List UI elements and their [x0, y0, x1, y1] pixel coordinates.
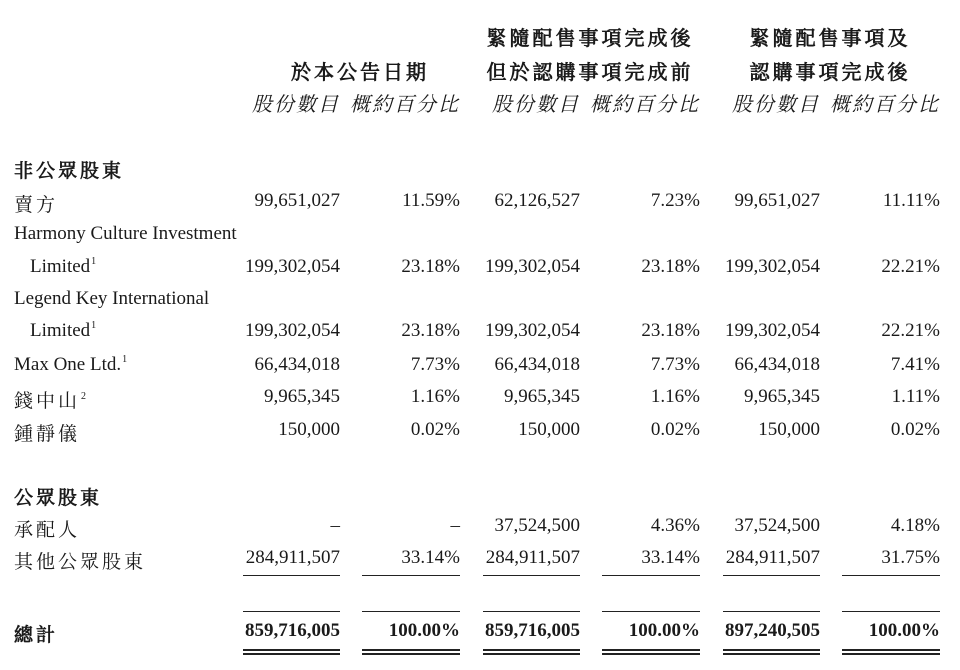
cell-r6-c2: – — [450, 515, 460, 536]
cell-r2-c6: 22.21% — [881, 320, 940, 341]
header-pct-col1: 概約百分比 — [350, 94, 460, 116]
cell-r4-c5: 9,965,345 — [744, 386, 820, 407]
cell-r0-c4: 7.23% — [650, 190, 700, 211]
rule-total-double-c4 — [602, 649, 700, 655]
cell-r4-c2: 1.16% — [410, 386, 460, 407]
row-label-maxone-text: Max One Ltd. — [14, 354, 122, 375]
section-non-public-heading: 非公眾股東 — [14, 161, 125, 182]
header-group1-line1: 於本公告日期 — [291, 62, 429, 84]
cell-r6-c3: 37,524,500 — [494, 515, 580, 536]
row-label-placees: 承配人 — [14, 520, 81, 541]
cell-r3-c1: 66,434,018 — [254, 354, 340, 375]
row-label-qian-text: 錢中山 — [14, 391, 81, 412]
cell-r7-c4: 33.14% — [641, 547, 700, 568]
row-label-maxone — [14, 354, 127, 376]
header-pct-col2: 概約百分比 — [590, 94, 700, 116]
cell-r1-c5: 199,302,054 — [725, 256, 820, 277]
rule-total-top-c6 — [842, 611, 940, 612]
cell-r2-c4: 23.18% — [641, 320, 700, 341]
cell-r0-c1: 99,651,027 — [254, 190, 340, 211]
cell-r1-c1: 199,302,054 — [245, 256, 340, 277]
cell-total-c2: 100.00% — [388, 620, 460, 641]
cell-r5-c2: 0.02% — [410, 419, 460, 440]
cell-r4-c6: 1.11% — [891, 386, 940, 407]
cell-r2-c2: 23.18% — [401, 320, 460, 341]
header-shares-col2: 股份數目 — [492, 94, 580, 116]
header-shares-col1: 股份數目 — [252, 94, 340, 116]
cell-total-c1: 859,716,005 — [245, 620, 340, 641]
cell-r4-c4: 1.16% — [650, 386, 700, 407]
cell-r2-c5: 199,302,054 — [725, 320, 820, 341]
row-label-harmony-line2 — [30, 256, 96, 278]
rule-total-double-c3 — [483, 649, 580, 655]
cell-r1-c3: 199,302,054 — [485, 256, 580, 277]
cell-r3-c3: 66,434,018 — [494, 354, 580, 375]
cell-r7-c3: 284,911,507 — [485, 547, 580, 568]
cell-total-c3: 859,716,005 — [485, 620, 580, 641]
rule-subtotal-c4 — [602, 575, 700, 576]
header-shares-col3: 股份數目 — [732, 94, 820, 116]
cell-total-c5: 897,240,505 — [725, 620, 820, 641]
rule-subtotal-c3 — [483, 575, 580, 576]
rule-total-top-c4 — [602, 611, 700, 612]
cell-r2-c1: 199,302,054 — [245, 320, 340, 341]
cell-r1-c4: 23.18% — [641, 256, 700, 277]
row-label-legend-line1: Legend Key International — [14, 288, 210, 309]
cell-r5-c1: 150,000 — [278, 419, 340, 440]
row-label-total: 總計 — [14, 625, 59, 646]
footnote-marker: 1 — [122, 354, 128, 365]
cell-r5-c5: 150,000 — [758, 419, 820, 440]
row-label-legend-line2 — [30, 320, 96, 342]
row-label-zhong: 鍾靜儀 — [14, 424, 81, 445]
rule-total-double-c5 — [723, 649, 820, 655]
row-label-qian — [14, 386, 89, 413]
rule-total-double-c2 — [362, 649, 460, 655]
cell-r5-c4: 0.02% — [650, 419, 700, 440]
cell-r7-c1: 284,911,507 — [245, 547, 340, 568]
cell-r7-c6: 31.75% — [881, 547, 940, 568]
cell-r1-c2: 23.18% — [401, 256, 460, 277]
cell-r6-c1: – — [330, 515, 340, 536]
footnote-marker: 1 — [91, 256, 97, 267]
cell-r4-c3: 9,965,345 — [504, 386, 580, 407]
footnote-marker: 1 — [91, 320, 97, 331]
header-group3-line2: 認購事項完成後 — [749, 62, 911, 84]
cell-r0-c6: 11.11% — [882, 190, 940, 211]
cell-r4-c1: 9,965,345 — [264, 386, 340, 407]
cell-r5-c3: 150,000 — [518, 419, 580, 440]
header-group3-line1: 緊隨配售事項及 — [749, 28, 911, 50]
cell-r2-c3: 199,302,054 — [485, 320, 580, 341]
rule-total-double-c1 — [243, 649, 340, 655]
footnote-marker: 2 — [81, 391, 90, 402]
cell-r6-c4: 4.36% — [650, 515, 700, 536]
cell-r0-c5: 99,651,027 — [734, 190, 820, 211]
cell-r6-c6: 4.18% — [890, 515, 940, 536]
header-pct-col3: 概約百分比 — [830, 94, 940, 116]
cell-total-c6: 100.00% — [868, 620, 940, 641]
header-group2-line2: 但於認購事項完成前 — [486, 62, 694, 84]
row-label-legend-text: Limited — [30, 320, 91, 341]
cell-total-c4: 100.00% — [628, 620, 700, 641]
rule-total-top-c2 — [362, 611, 460, 612]
cell-r5-c6: 0.02% — [890, 419, 940, 440]
cell-r1-c6: 22.21% — [881, 256, 940, 277]
row-label-vendor: 賣方 — [14, 195, 59, 216]
cell-r3-c5: 66,434,018 — [734, 354, 820, 375]
rule-subtotal-c6 — [842, 575, 940, 576]
header-group2-line1: 緊隨配售事項完成後 — [486, 28, 694, 50]
rule-total-top-c3 — [483, 611, 580, 612]
rule-total-top-c5 — [723, 611, 820, 612]
row-label-other-public: 其他公眾股東 — [14, 552, 147, 573]
rule-total-double-c6 — [842, 649, 940, 655]
cell-r3-c4: 7.73% — [650, 354, 700, 375]
cell-r3-c6: 7.41% — [890, 354, 940, 375]
cell-r7-c5: 284,911,507 — [725, 547, 820, 568]
row-label-harmony-line1: Harmony Culture Investment — [14, 223, 237, 244]
cell-r3-c2: 7.73% — [410, 354, 460, 375]
section-public-heading: 公眾股東 — [14, 488, 103, 509]
row-label-harmony-text: Limited — [30, 256, 91, 277]
cell-r0-c2: 11.59% — [402, 190, 460, 211]
cell-r6-c5: 37,524,500 — [734, 515, 820, 536]
cell-r0-c3: 62,126,527 — [494, 190, 580, 211]
rule-subtotal-c1 — [243, 575, 340, 576]
rule-subtotal-c2 — [362, 575, 460, 576]
rule-subtotal-c5 — [723, 575, 820, 576]
rule-total-top-c1 — [243, 611, 340, 612]
cell-r7-c2: 33.14% — [401, 547, 460, 568]
